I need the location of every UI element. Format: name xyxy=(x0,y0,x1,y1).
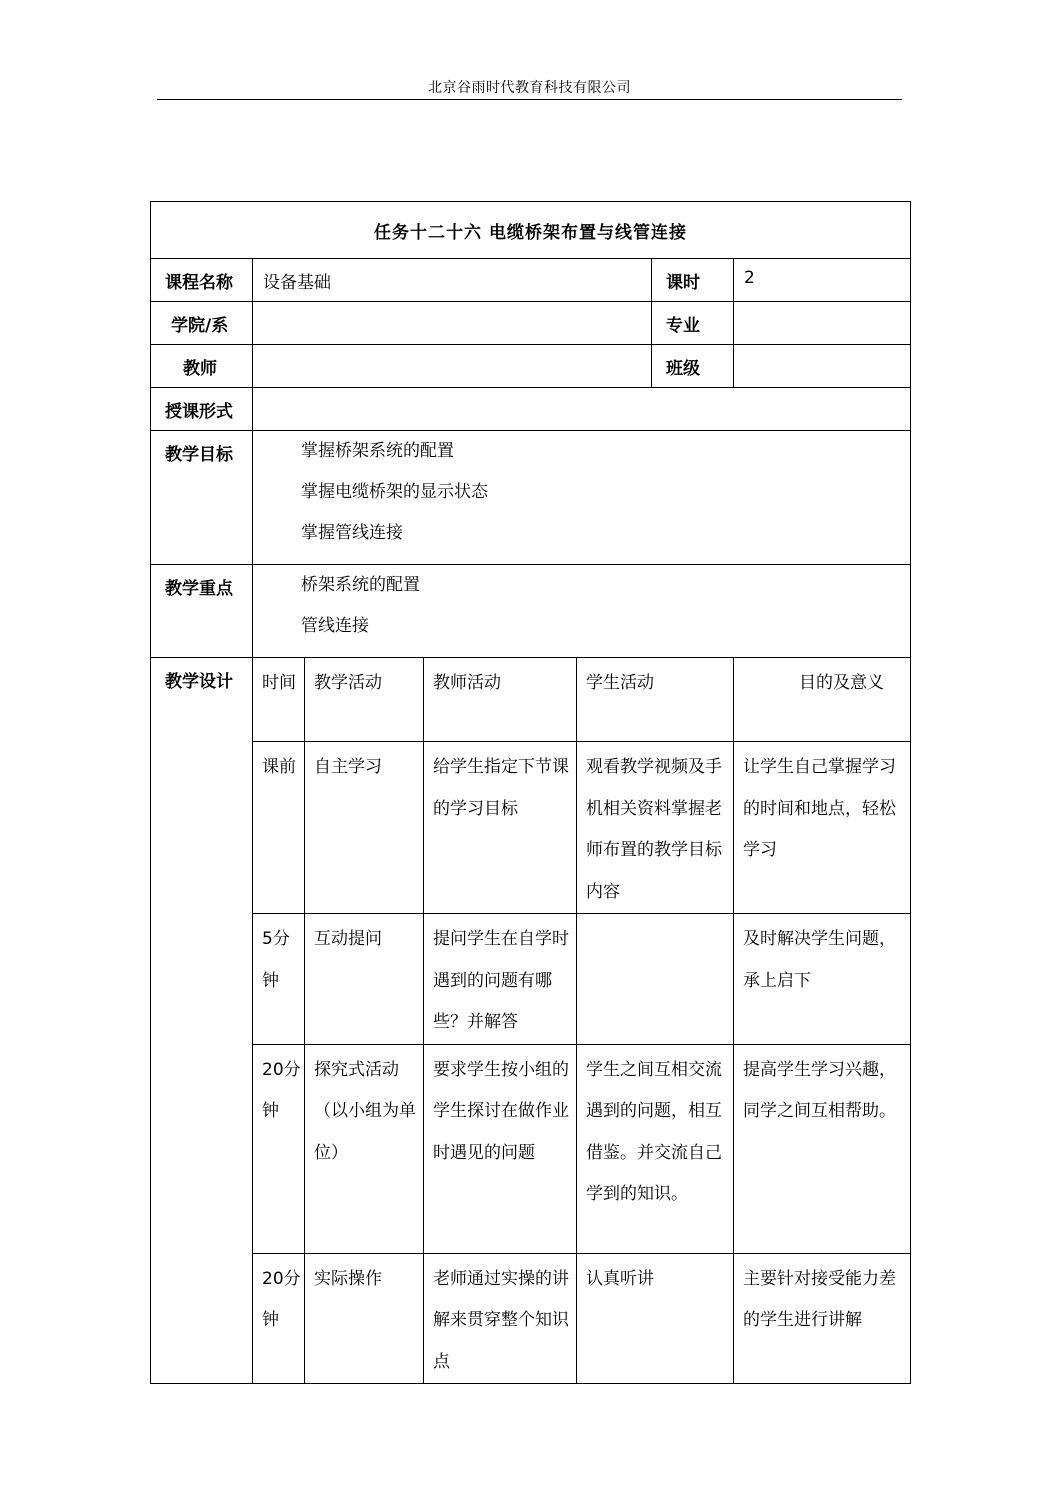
teacher-label: 教师 xyxy=(151,345,253,388)
objective-item: 掌握管线连接 xyxy=(301,523,403,543)
teacher-row xyxy=(151,345,911,388)
hours-value: 2 xyxy=(734,259,911,302)
row-activity: 实际操作 xyxy=(305,1253,424,1384)
row-activity: 自主学习 xyxy=(305,742,424,914)
course-value: 设备基础 xyxy=(253,259,652,302)
row-teacher: 要求学生按小组的学生探讨在做作业时遇见的问题 xyxy=(424,1044,577,1253)
row-student: 认真听讲 xyxy=(577,1253,734,1384)
course-label: 课程名称 xyxy=(151,259,253,302)
keypoints-row xyxy=(151,565,911,658)
col-activity: 教学活动 xyxy=(305,658,424,742)
keypoints-list xyxy=(253,565,911,658)
objectives-list xyxy=(253,431,911,565)
row-teacher: 提问学生在自学时遇到的问题有哪些？并解答 xyxy=(424,914,577,1045)
keypoints-label: 教学重点 xyxy=(151,565,253,658)
objectives-row xyxy=(151,431,911,565)
objectives-label: 教学目标 xyxy=(151,431,253,565)
class-value xyxy=(734,345,911,388)
col-time: 时间 xyxy=(253,658,305,742)
design-header-row xyxy=(151,658,911,742)
form-value xyxy=(253,388,911,431)
form-label: 授课形式 xyxy=(151,388,253,431)
teacher-value xyxy=(253,345,652,388)
header-rule xyxy=(157,99,902,100)
header-company: 北京谷雨时代教育科技有限公司 xyxy=(428,80,631,96)
row-student xyxy=(577,914,734,1045)
design-row xyxy=(151,1044,911,1253)
form-row xyxy=(151,388,911,431)
row-teacher: 老师通过实操的讲解来贯穿整个知识点 xyxy=(424,1253,577,1384)
design-label: 教学设计 xyxy=(151,658,253,1384)
hours-label: 课时 xyxy=(652,259,734,302)
college-label: 学院/系 xyxy=(151,302,253,345)
objective-item: 掌握电缆桥架的显示状态 xyxy=(301,482,488,502)
lesson-title: 任务十二十六 电缆桥架布置与线管连接 xyxy=(151,202,911,259)
design-row xyxy=(151,1253,911,1384)
design-row xyxy=(151,914,911,1045)
row-time: 20分钟 xyxy=(253,1044,305,1253)
keypoint-item: 管线连接 xyxy=(301,616,369,636)
row-purpose: 让学生自己掌握学习的时间和地点，轻松学习 xyxy=(734,742,911,914)
row-activity: 互动提问 xyxy=(305,914,424,1045)
row-purpose: 提高学生学习兴趣，同学之间互相帮助。 xyxy=(734,1044,911,1253)
row-teacher: 给学生指定下节课的学习目标 xyxy=(424,742,577,914)
major-label: 专业 xyxy=(652,302,734,345)
col-student: 学生活动 xyxy=(577,658,734,742)
college-row xyxy=(151,302,911,345)
col-purpose: 目的及意义 xyxy=(734,658,911,742)
row-purpose: 主要针对接受能力差的学生进行讲解 xyxy=(734,1253,911,1384)
course-row xyxy=(151,259,911,302)
row-time: 5分钟 xyxy=(253,914,305,1045)
row-activity: 探究式活动（以小组为单位） xyxy=(305,1044,424,1253)
col-teacher: 教师活动 xyxy=(424,658,577,742)
row-purpose: 及时解决学生问题，承上启下 xyxy=(734,914,911,1045)
design-row xyxy=(151,742,911,914)
keypoint-item: 桥架系统的配置 xyxy=(301,575,420,595)
objective-item: 掌握桥架系统的配置 xyxy=(301,441,454,461)
lesson-plan-table xyxy=(150,201,911,1384)
title-row xyxy=(151,202,911,259)
row-student: 观看教学视频及手机相关资料掌握老师布置的教学目标内容 xyxy=(577,742,734,914)
row-time: 课前 xyxy=(253,742,305,914)
major-value xyxy=(734,302,911,345)
college-value xyxy=(253,302,652,345)
class-label: 班级 xyxy=(652,345,734,388)
row-time: 20分钟 xyxy=(253,1253,305,1384)
row-student: 学生之间互相交流遇到的问题，相互借鉴。并交流自己学到的知识。 xyxy=(577,1044,734,1253)
